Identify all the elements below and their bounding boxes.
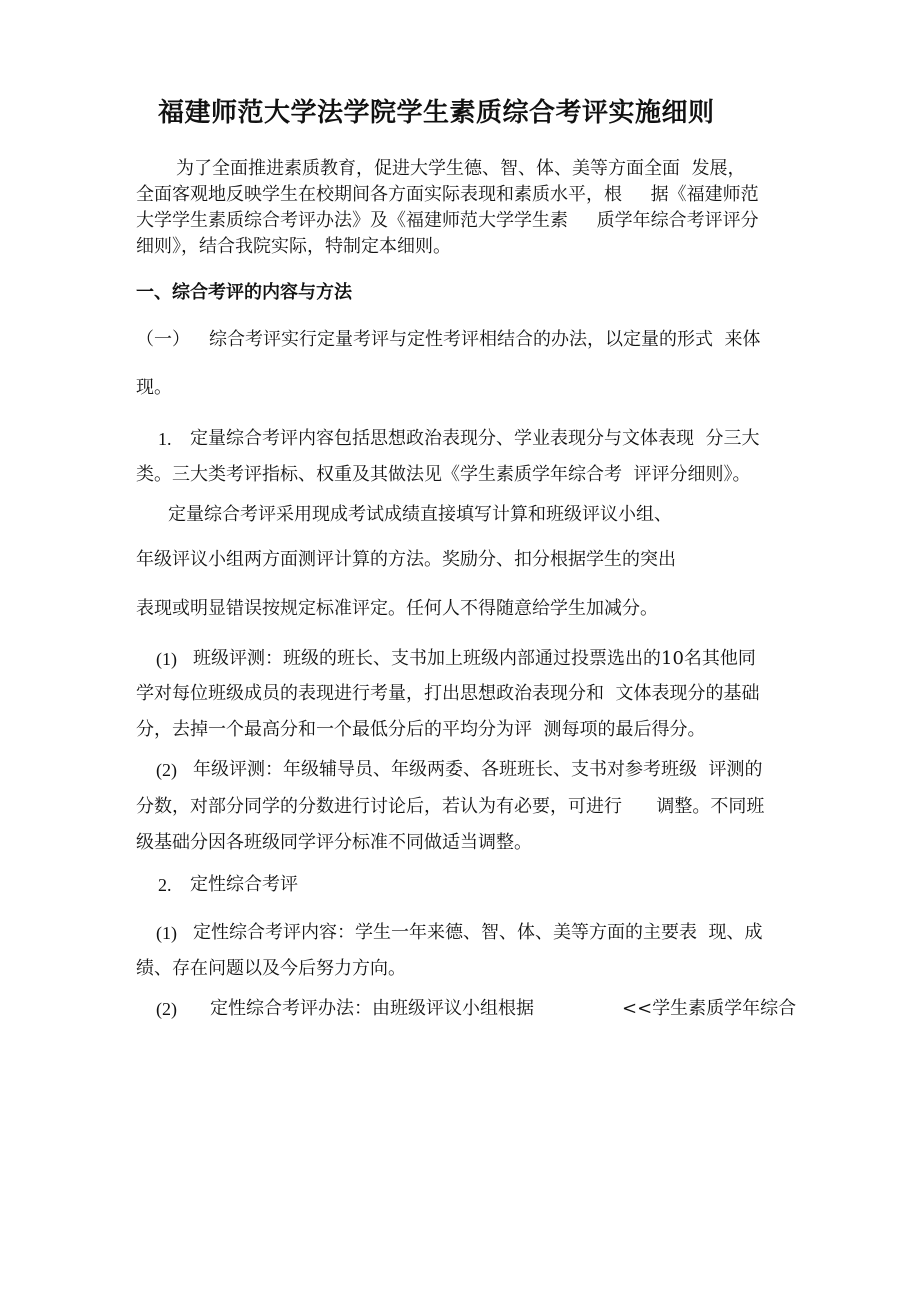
section-heading: 一、综合考评的内容与方法 bbox=[136, 282, 352, 303]
sub-4-number: (2) bbox=[156, 999, 177, 1019]
document-title: 福建师范大学法学院学生素质综合考评实施细则 bbox=[158, 98, 715, 128]
sub-3-line-1: 定性综合考评内容：学生一年来德、智、体、美等方面的主要表 现、成 bbox=[193, 922, 763, 943]
item-2-label: 定性综合考评 bbox=[190, 874, 298, 895]
quant-line-2: 年级评议小组两方面测评计算的方法。奖励分、扣分根据学生的突出 bbox=[136, 549, 676, 570]
sub-2-number: (2) bbox=[156, 760, 177, 780]
part-line-1: 综合考评实行定量考评与定性考评相结合的办法，以定量的形式 来体 bbox=[209, 329, 761, 350]
quant-line-1: 定量综合考评采用现成考试成绩直接填写计算和班级评议小组、 bbox=[168, 504, 672, 525]
item-1-line-2: 类。三大类考评指标、权重及其做法见《学生素质学年综合考 评评分细则》。 bbox=[136, 464, 751, 485]
intro-line-2: 全面客观地反映学生在校期间各方面实际表现和素质水平，根 据《福建师范 bbox=[136, 184, 759, 205]
sub-4-line-1: 定性综合考评办法：由班级评议小组根据 bbox=[210, 998, 534, 1019]
sub-2-line-2: 分数，对部分同学的分数进行讨论后，若认为有必要，可进行 调整。不同班 bbox=[136, 796, 765, 817]
sub-3-number: (1) bbox=[156, 923, 177, 943]
sub-1-line-1: 班级评测：班级的班长、支书加上班级内部通过投票选出的10名其他同 bbox=[193, 648, 756, 669]
quant-line-3: 表现或明显错误按规定标准评定。任何人不得随意给学生加减分。 bbox=[136, 598, 658, 619]
sub-2-line-1: 年级评测：年级辅导员、年级两委、各班班长、支书对参考班级 评测的 bbox=[193, 759, 763, 780]
sub-1-number: (1) bbox=[156, 649, 177, 669]
sub-1-line-3: 分，去掉一个最高分和一个最低分后的平均分为评 测每项的最后得分。 bbox=[136, 719, 706, 740]
sub-4-line-1-tail: <<学生素质学年综合 bbox=[622, 998, 797, 1019]
intro-line-4: 细则》，结合我院实际，特制定本细则。 bbox=[136, 236, 451, 257]
part-label: （一） bbox=[136, 329, 190, 350]
item-1-line-1: 定量综合考评内容包括思想政治表现分、学业表现分与文体表现 分三大 bbox=[190, 428, 760, 449]
sub-2-line-3: 级基础分因各班级同学评分标准不同做适当调整。 bbox=[136, 832, 532, 853]
intro-line-3: 大学学生素质综合考评办法》及《福建师范大学学生素 质学年综合考评评分 bbox=[136, 210, 759, 231]
item-2-number: 2. bbox=[158, 875, 172, 895]
intro-line-1: 为了全面推进素质教育，促进大学生德、智、体、美等方面全面 发展， bbox=[176, 158, 746, 179]
sub-3-line-2: 绩、存在问题以及今后努力方向。 bbox=[136, 958, 406, 979]
sub-1-line-2: 学对每位班级成员的表现进行考量，打出思想政治表现分和 文体表现分的基础 bbox=[136, 683, 760, 704]
item-1-number: 1. bbox=[158, 429, 172, 449]
part-line-2: 现。 bbox=[136, 377, 172, 398]
